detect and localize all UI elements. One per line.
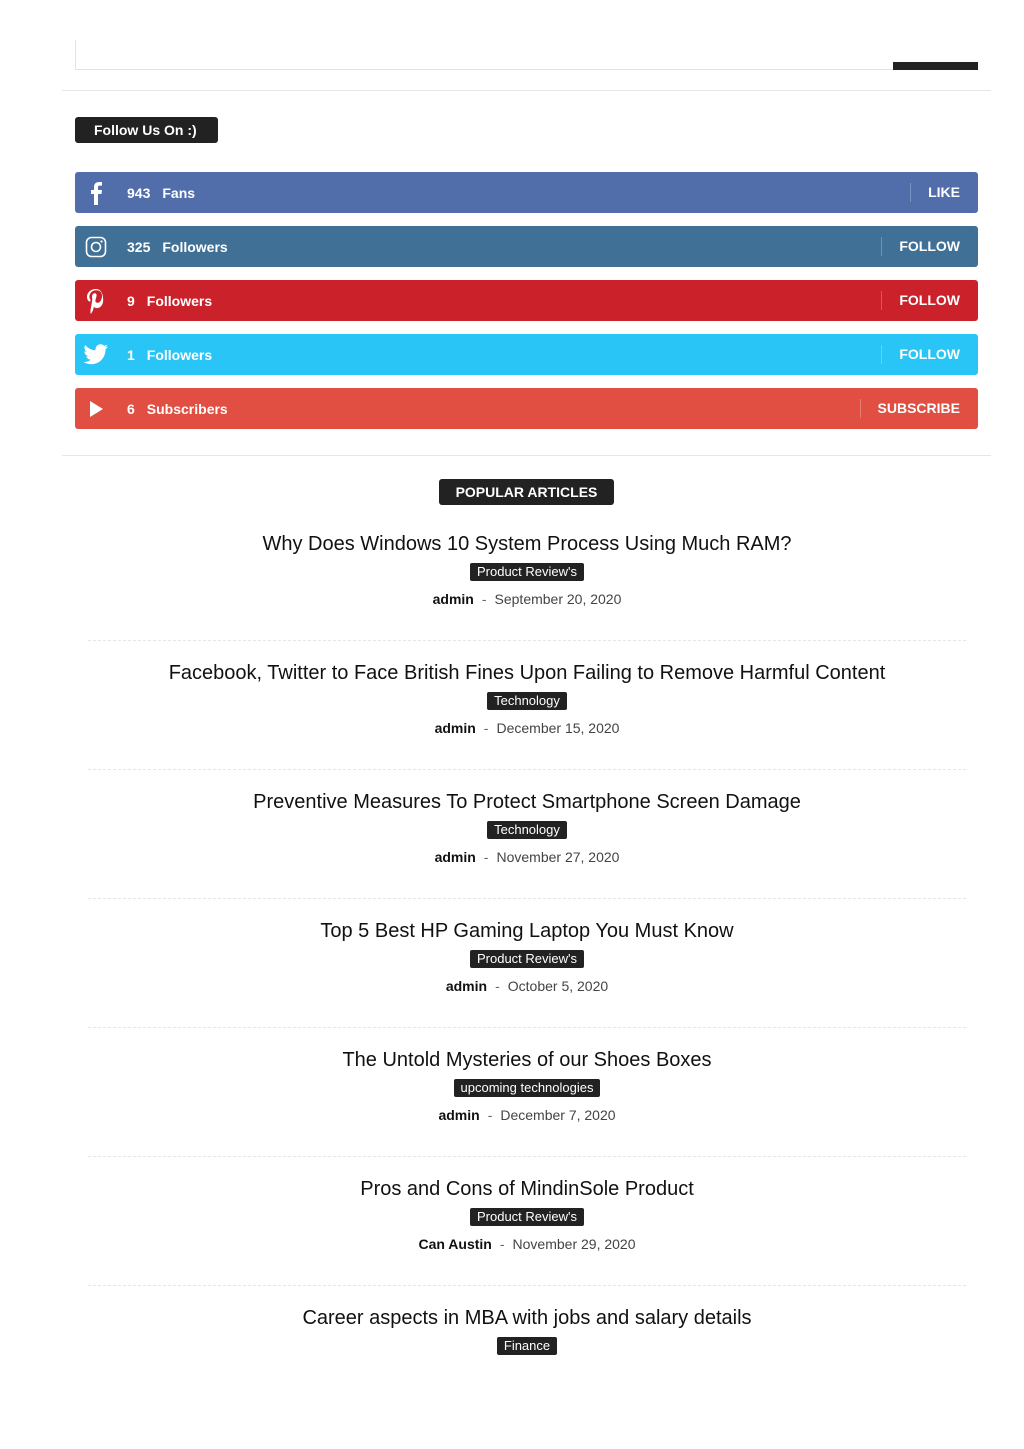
pinterest-icon — [75, 280, 117, 321]
search-input[interactable] — [75, 40, 978, 70]
article-date: September 20, 2020 — [494, 591, 622, 607]
meta-separator: - — [499, 1236, 505, 1252]
author-link[interactable]: admin — [434, 849, 476, 865]
social-row-pinterest[interactable] — [75, 280, 978, 321]
author-link[interactable]: admin — [434, 720, 476, 736]
author-link[interactable]: admin — [432, 591, 474, 607]
meta-separator: - — [487, 1107, 493, 1123]
meta-separator: - — [495, 978, 500, 994]
youtube-icon — [75, 388, 117, 429]
follow-button-pinterest[interactable]: FOLLOW — [881, 280, 978, 321]
article-divider — [88, 769, 966, 770]
article-title-link[interactable]: Top 5 Best HP Gaming Laptop You Must Know — [320, 920, 734, 942]
meta-separator: - — [483, 849, 489, 865]
divider — [62, 455, 991, 456]
follow-block-title: Follow Us On :) — [75, 117, 218, 143]
article-date: December 15, 2020 — [496, 720, 620, 736]
popular-articles-title: POPULAR ARTICLES — [439, 479, 614, 505]
article-title-link[interactable]: Pros and Cons of MindinSole Product — [360, 1178, 694, 1200]
article-title-link[interactable]: Career aspects in MBA with jobs and salary details — [302, 1307, 752, 1329]
article-title-link[interactable]: Why Does Windows 10 System Process Using Much RAM? — [262, 533, 792, 555]
social-count: 9 — [127, 292, 135, 309]
social-count: 325 — [127, 238, 151, 255]
author-link[interactable]: Can Austin — [418, 1236, 492, 1252]
article-meta — [88, 590, 966, 608]
divider — [62, 90, 991, 91]
twitter-icon — [75, 334, 117, 375]
list-item — [88, 531, 966, 608]
article-divider — [88, 1027, 966, 1028]
list-item — [88, 1176, 966, 1253]
article-date: November 27, 2020 — [496, 849, 620, 865]
category-badge[interactable]: Product Review's — [470, 563, 584, 581]
follow-button-instagram[interactable]: FOLLOW — [881, 226, 978, 267]
like-button[interactable]: LIKE — [910, 172, 978, 213]
social-count: 6 — [127, 400, 135, 417]
article-date: December 7, 2020 — [500, 1107, 616, 1123]
article-divider — [88, 640, 966, 641]
social-count: 1 — [127, 346, 135, 363]
article-meta — [88, 1106, 966, 1124]
article-date: October 5, 2020 — [507, 978, 609, 994]
article-meta — [88, 719, 966, 737]
category-badge[interactable]: Product Review's — [470, 950, 584, 968]
subscribe-button[interactable]: SUBSCRIBE — [860, 388, 978, 429]
social-row-facebook[interactable] — [75, 172, 978, 213]
category-badge[interactable]: Finance — [497, 1337, 557, 1355]
meta-separator: - — [481, 591, 487, 607]
social-unit: Followers — [162, 238, 228, 255]
article-divider — [88, 1156, 966, 1157]
social-row-instagram[interactable] — [75, 226, 978, 267]
social-count: 943 — [127, 184, 151, 201]
list-item — [88, 918, 966, 995]
social-unit: Followers — [146, 292, 213, 309]
list-item — [88, 1047, 966, 1124]
category-badge[interactable]: Technology — [487, 821, 567, 839]
category-badge[interactable]: Technology — [487, 692, 567, 710]
facebook-icon — [75, 172, 117, 213]
category-badge[interactable]: upcoming technologies — [454, 1079, 601, 1097]
article-date: November 29, 2020 — [512, 1236, 636, 1252]
article-divider — [88, 898, 966, 899]
article-title-link[interactable]: The Untold Mysteries of our Shoes Boxes — [342, 1049, 712, 1071]
social-unit: Fans — [162, 184, 196, 201]
author-link[interactable]: admin — [445, 978, 488, 994]
article-meta — [88, 1235, 966, 1253]
author-link[interactable]: admin — [438, 1107, 480, 1123]
article-meta — [88, 977, 966, 995]
follow-button-twitter[interactable]: FOLLOW — [881, 334, 978, 375]
instagram-icon — [75, 226, 117, 267]
meta-separator: - — [483, 720, 489, 736]
social-row-youtube[interactable] — [75, 388, 978, 429]
social-unit: Subscribers — [146, 400, 228, 417]
list-item — [88, 1305, 966, 1355]
social-row-twitter[interactable] — [75, 334, 978, 375]
article-title-link[interactable]: Facebook, Twitter to Face British Fines Upon Failing to Remove Harmful Content — [168, 662, 886, 684]
list-item — [88, 789, 966, 866]
article-title-link[interactable]: Preventive Measures To Protect Smartphone Screen Damage — [253, 791, 801, 813]
article-meta — [88, 848, 966, 866]
category-badge[interactable]: Product Review's — [470, 1208, 584, 1226]
list-item — [88, 660, 966, 737]
search-button[interactable] — [893, 62, 978, 70]
social-unit: Followers — [146, 346, 213, 363]
article-divider — [88, 1285, 966, 1286]
